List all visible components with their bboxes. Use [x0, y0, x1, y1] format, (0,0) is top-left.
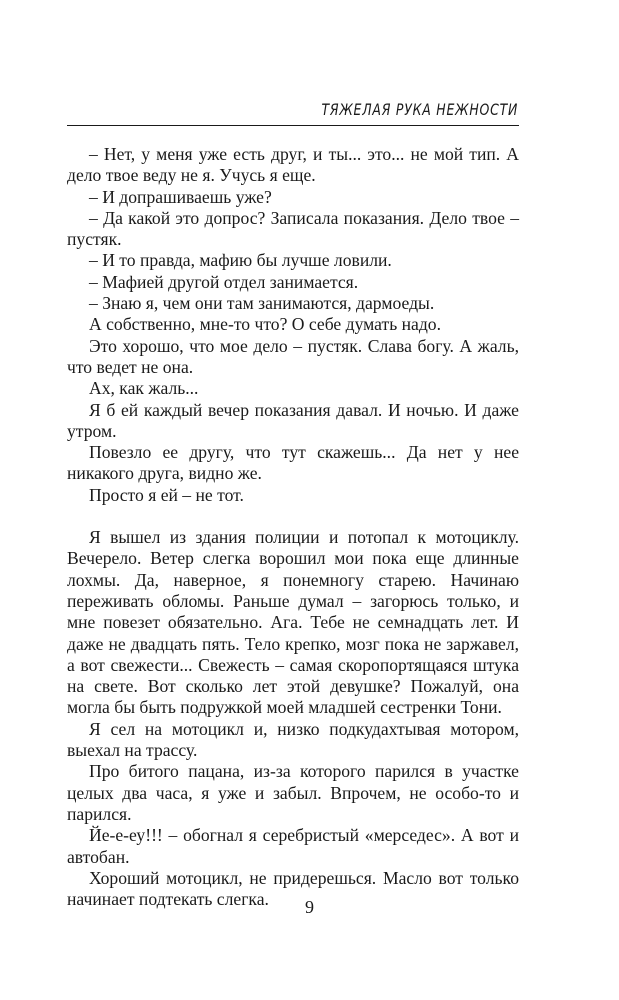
paragraph: – И то правда, мафию бы лучше ловили.	[89, 250, 392, 271]
running-head: ТЯЖЕЛАЯ РУКА НЕЖНОСТИ	[321, 100, 518, 119]
paragraph: Хороший мотоцикл, не придерешься. Масло вот только начинает подтекать слегка.	[67, 867, 519, 910]
paragraph: – Нет, у меня уже есть друг, и ты... это... не мой тип. А дело твое веду не я. Учусь я еще.	[67, 144, 519, 186]
paragraph: – Знаю я, чем они там занимаются, дармоеды.	[89, 293, 435, 314]
paragraph: Я вышел из здания полиции и потопал к мотоциклу. Вечерело. Ветер слегка ворошил мои пока еще длинные лохмы. Да, наверное, я понемногу старею. Начинаю переживать обломы. Раньше думал – загорюсь только, и мне повезет обязательно. Ага. Тебе не семнадцать лет. И даже не двадцать пять. Тело крепко, мозг пока не заржавел, а вот свежести... Свежесть – самая скоропортящаяся штука на свете. Вот сколько лет этой девушке? Пожалуй, она могла бы быть подружкой моей младшей сестренки Тони.	[67, 527, 519, 718]
paragraph: Это хорошо, что мое дело – пустяк. Слава богу. А жаль, что ведет не она.	[67, 335, 519, 377]
paragraph: – Да какой это допрос? Записала показания. Дело твое – пустяк.	[67, 207, 519, 250]
paragraph: Йе-е-еу!!! – обогнал я серебристый «мерседес». А вот и автобан.	[67, 825, 519, 867]
section-break	[67, 506, 519, 527]
paragraph: Я сел на мотоцикл и, низко подкудахтывая мотором, выехал на трассу.	[67, 718, 519, 761]
paragraph: Про битого пацана, из-за которого парился в участке целых два часа, я уже и забыл. Впрочем, не особо-то и парился.	[67, 761, 519, 824]
paragraph: Повезло ее другу, что тут скажешь... Да нет у нее никакого друга, видно же.	[67, 442, 519, 484]
paragraph: Ах, как жаль...	[89, 378, 199, 399]
page-text	[67, 144, 519, 910]
page-number: 9	[305, 897, 314, 917]
paragraph: Я б ей каждый вечер показания давал. И ночью. И даже утром.	[67, 399, 519, 441]
paragraph: А собственно, мне-то что? О себе думать надо.	[89, 314, 442, 335]
paragraph: – И допрашиваешь уже?	[89, 186, 272, 207]
header-rule	[67, 125, 519, 126]
paragraph: – Мафией другой отдел занимается.	[89, 271, 359, 292]
paragraph: Просто я ей – не тот.	[89, 484, 244, 505]
